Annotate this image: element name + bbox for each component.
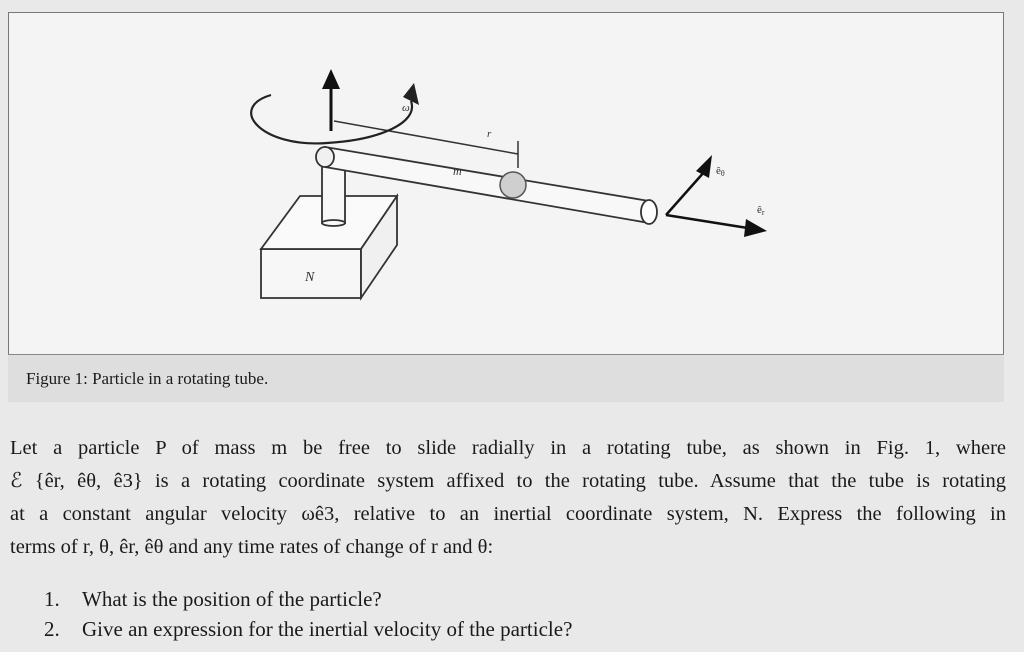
label-m: m bbox=[453, 164, 462, 178]
rotating-tube-figure bbox=[9, 13, 1003, 353]
question-text: What is the position of the particle? bbox=[82, 587, 382, 611]
vertical-post bbox=[322, 163, 345, 226]
question-number: 2. bbox=[44, 617, 60, 641]
label-e-r: êr bbox=[757, 204, 765, 217]
question-text: Give an expression for the inertial velocity of the particle? bbox=[82, 617, 573, 641]
figure-caption: Figure 1: Particle in a rotating tube. bbox=[26, 369, 269, 388]
question-list bbox=[44, 584, 572, 644]
label-e-theta: êθ bbox=[716, 165, 725, 178]
label-N: N bbox=[305, 270, 315, 285]
question-number: 1. bbox=[44, 587, 60, 611]
statement-line-1: Let a particle P of mass m be free to slide radially in a rotating tube, as shown in Fig. 1, where bbox=[10, 437, 1006, 459]
statement-line-3: at a constant angular velocity ωê3, relative to an inertial coordinate system, N. Express the following in bbox=[10, 503, 1006, 525]
problem-statement bbox=[10, 432, 1006, 564]
statement-line-2: ℰ {êr, êθ, ê3} is a rotating coordinate system affixed to the rotating tube. Assume that the tube is rotating bbox=[10, 470, 1006, 492]
label-omega: ω bbox=[402, 102, 410, 114]
rotation-arrow bbox=[251, 83, 419, 143]
question-item bbox=[44, 614, 572, 644]
question-item bbox=[44, 584, 572, 614]
figure-caption-bar bbox=[8, 354, 1004, 402]
statement-line-4: terms of r, θ, êr, êθ and any time rates of change of r and θ: bbox=[10, 536, 494, 558]
particle-m bbox=[500, 172, 526, 198]
label-r: r bbox=[487, 128, 492, 140]
figure-frame bbox=[8, 12, 1004, 402]
